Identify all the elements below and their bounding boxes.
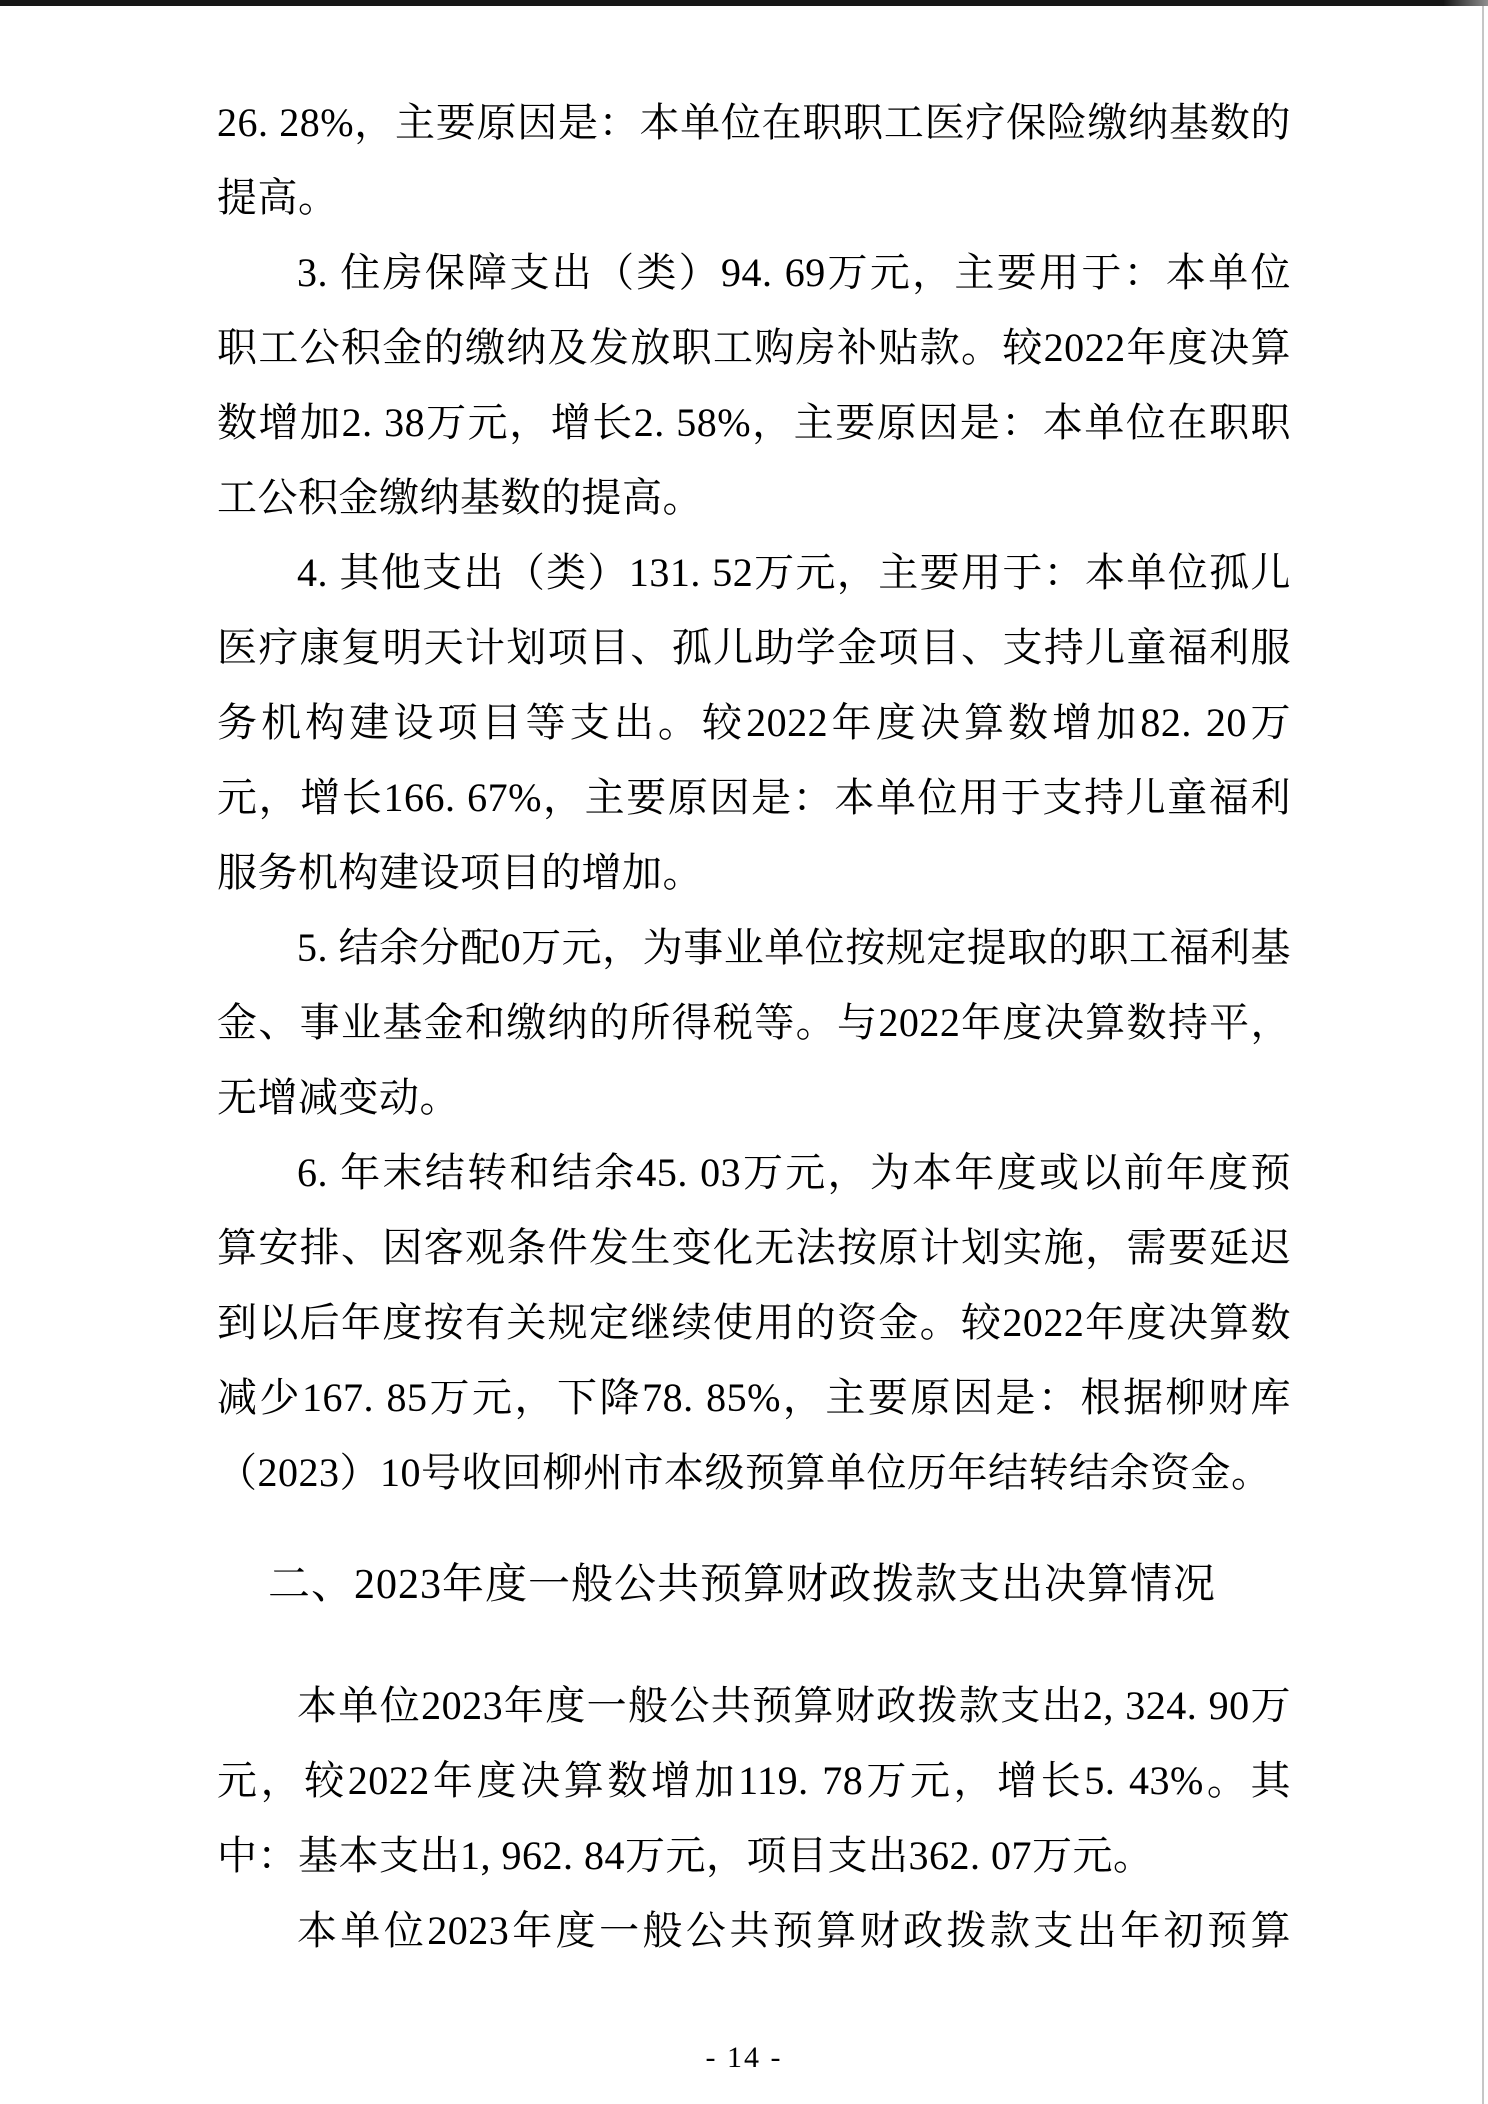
section-heading: 二、2023年度一般公共预算财政拨款支出决算情况 [268, 1562, 1217, 1608]
paragraph-item-4-other-expenditure: 4. 其他支出（类）131. 52万元，主要用于：本单位孤儿医疗康复明天计划项目、孤儿助学金项目、支持儿童福利服务机构建设项目等支出。较2022年度决算数增加82. 20万元，增长166. 67%，主要原因是：本单位用于支持儿童福利服务机构建设项目的增加。 [217, 550, 1291, 895]
paragraph-continuation: 26. 28%，主要原因是：本单位在职职工医疗保险缴纳基数的提高。 [217, 100, 1291, 220]
page-footer [0, 2040, 1488, 2076]
paragraph-opening-next-page: 本单位2023年度一般公共预算财政拨款支出年初预算 [297, 1908, 1291, 1953]
paragraph-item-3-housing-expenditure: 3. 住房保障支出（类）94. 69万元，主要用于：本单位职工公积金的缴纳及发放职工购房补贴款。较2022年度决算数增加2. 38万元，增长2. 58%，主要原因是：本单位在职职工公积金缴纳基数的提高。 [217, 250, 1291, 520]
scan-artifact-top-bar [0, 0, 1488, 6]
paragraph-item-6-year-end-carryover: 6. 年末结转和结余45. 03万元，为本年度或以前年度预算安排、因客观条件发生变化无法按原计划实施，需要延迟到以后年度按有关规定继续使用的资金。较2022年度决算数减少167. 85万元，下降78. 85%，主要原因是：根据柳财库（2023）10号收回柳州市本级预算单位历年结转结余资金。 [217, 1150, 1291, 1495]
document-content [217, 85, 1291, 1968]
paragraph-item-5-surplus-distribution: 5. 结余分配0万元，为事业单位按规定提取的职工福利基金、事业基金和缴纳的所得税等。与2022年度决算数持平，无增减变动。 [217, 925, 1291, 1120]
scan-artifact-right-line [1482, 6, 1484, 2104]
paragraph-budget-expenditure-summary: 本单位2023年度一般公共预算财政拨款支出2, 324. 90万元，较2022年度决算数增加119. 78万元，增长5. 43%。其中：基本支出1, 962. 84万元，项目支出362. 07万元。 [217, 1683, 1291, 1878]
page-number: - 14 - [705, 2041, 783, 2074]
